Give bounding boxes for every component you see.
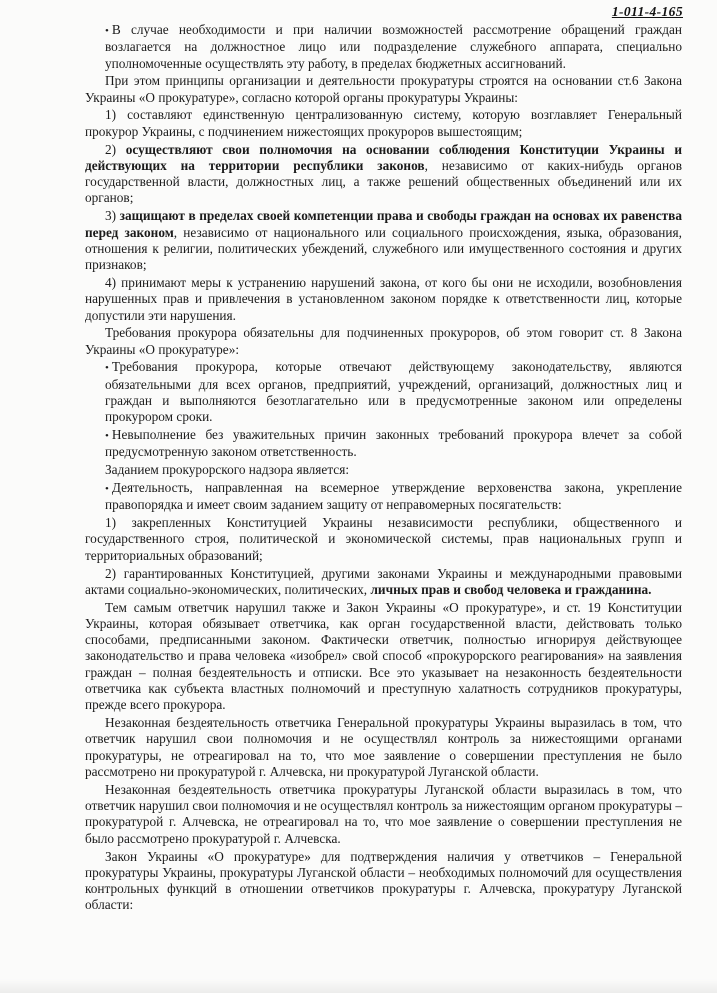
list-item: 2) гарантированных Конституцией, другими законами Украины и международными правовыми актами социально-экономических, политических, личных прав и свобод человека и гражданина. [85,565,682,597]
list-item: 1) составляют единственную централизованную систему, которую возглавляет Генеральный прокурор Украины, с подчинением нижестоящих прокуроров вышестоящим; [85,107,682,139]
paragraph: Тем самым ответчик нарушил также и Закон Украины «О прокуратуре», и ст. 19 Конституции Украины, которая обязывает ответчика, как орган государственной власти, действовать только способами, предписанными законом. Фактически ответчик, полностью игнорируя действующее законодательство и права человека «изобрел» свой способ «прокурорского реагирования» на заявления граждан – полная бездеятельность и отписки. Все это указывает на незаконность бездеятельности ответчика как субъекта властных полномочий и преступную халатность сотрудников прокуратуры, прежде всего прокурора. [85,599,682,713]
document-body [85,22,682,915]
scan-shadow [0,979,717,993]
paragraph: Заданием прокурорского надзора является: [105,462,350,478]
page-header [0,0,717,22]
list-item: 3) защищают в пределах своей компетенции права и свободы граждан на основах их равенства перед законом, независимо от национального или социального происхождения, языка, образования, отношения к религии, политических убеждений, служебного или имущественного состояния и других признаков; [85,208,682,273]
paragraph: Закон Украины «О прокуратуре» для подтверждения наличия у ответчиков – Генеральной прокуратуры Украины, прокуратуры Луганской области – необходимых полномочий для осуществления контрольных функций в отношении ответчиков прокуратуры г. Алчевска, прокуратуру Луганской области: [85,848,682,913]
bullet-icon: • [105,430,109,443]
paragraph: При этом принципы организации и деятельности прокуратуры строятся на основании ст.6 Закона Украины «О прокуратуре», согласно которой органы прокуратуры Украины: [85,73,682,105]
bullet-paragraph: • Требования прокурора, которые отвечают действующему законодательству, являются обязательными для всех органов, предприятий, учреждений, организаций, должностных лиц и граждан и выполняются безотлагательно или в предусмотренные законом или определены прокурором сроки. [105,359,682,425]
document-number: 1-011-4-165 [611,4,683,19]
bullet-icon: • [105,483,109,496]
list-item: 1) закрепленных Конституцией Украины независимости республики, общественного и государственного строя, политической и экономической системы, прав национальных групп и территориальных образований; [85,515,682,563]
paragraph: Требования прокурора обязательны для подчиненных прокуроров, об этом говорит ст. 8 Закона Украины «О прокуратуре»: [85,325,682,357]
bullet-icon: • [105,25,109,37]
bullet-paragraph: • Невыполнение без уважительных причин законных требований прокурора влечет за собой предусмотренную законом ответственность. [105,427,682,460]
paragraph: Незаконная бездеятельность ответчика Генеральной прокуратуры Украины выразилась в том, что ответчик нарушил свои полномочия и не осуществлял контроль за нижестоящими органами прокуратуры, не отреагировал на то, что мое заявление о совершении преступления не было рассмотрено ни прокуратурой г. Алчевска, ни прокуратурой Луганской области. [85,715,682,780]
bullet-paragraph: • В случае необходимости и при наличии возможностей рассмотрение обращений граждан возлагается на должностное лицо или подразделение служебного аппарата, специально уполномоченные осуществлять эту работу, в пределах бюджетных ассигнований. [105,22,682,71]
bullet-icon: • [105,362,109,375]
list-item: 2) осуществляют свои полномочия на основании соблюдения Конституции Украины и действующих на территории республики законов, независимо от каких-нибудь органов государственной власти, должностных лиц, а также решений общественных объединений или их органов; [85,141,682,206]
list-item: 4) принимают меры к устранению нарушений закона, от кого бы они не исходили, возобновления нарушенных прав и привлечения в установленном законом порядке к ответственности лиц, которые допустили эти нарушения. [85,274,682,323]
paragraph: Незаконная бездеятельность ответчика прокуратуры Луганской области выразилась в том, что ответчик нарушил свои полномочия и не осуществлял контроль за нижестоящим органом прокуратуры – прокуратурой г. Алчевска, не отреагировал на то, что мое заявление о совершении преступления не было рассмотрено прокуратурой г. Алчевска. [85,781,682,846]
bullet-paragraph: • Деятельность, направленная на всемерное утверждение верховенства закона, укрепление правопорядка и имеет своим заданием защиту от неправомерных посягательств: [105,480,682,513]
